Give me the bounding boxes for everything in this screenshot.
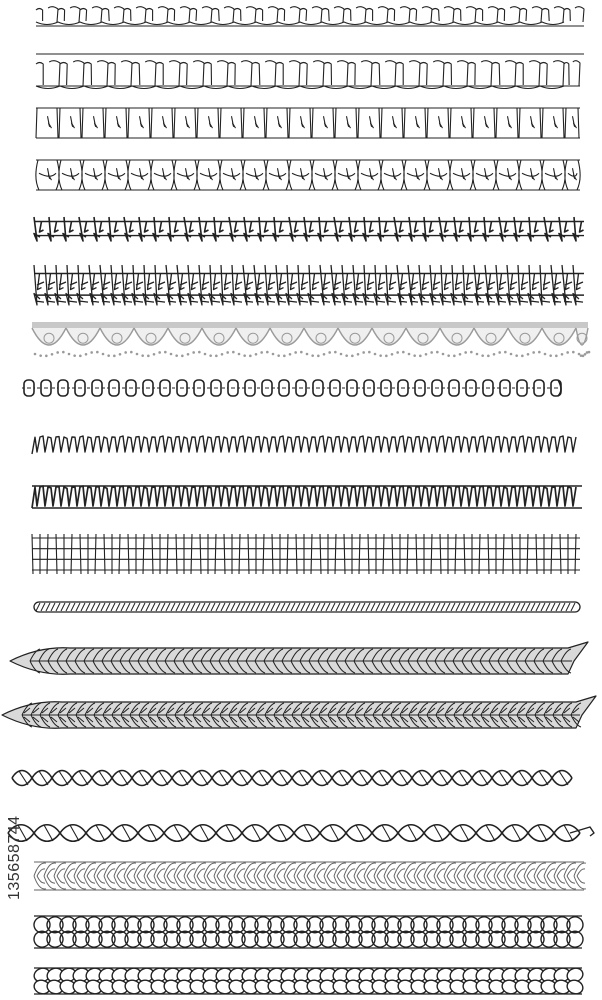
trim-ruffle-rounded-box bbox=[36, 160, 580, 190]
trim-rope-twist-open bbox=[8, 825, 594, 842]
trim-rope-thin bbox=[34, 602, 580, 612]
trim-ruffle-gather bbox=[36, 7, 584, 25]
trim-ruffle-tall bbox=[36, 61, 580, 89]
trim-stitched-loops bbox=[22, 380, 562, 396]
trim-pleat-zigzag bbox=[32, 436, 576, 454]
trim-ruffle-knotted bbox=[34, 217, 584, 241]
trim-ruffle-dense bbox=[34, 265, 584, 305]
trim-lace-scalloped bbox=[32, 322, 590, 357]
trim-braid-wide-feather bbox=[2, 696, 596, 728]
trim-braid-chain-open bbox=[32, 966, 585, 996]
trim-double-rule bbox=[36, 26, 584, 54]
trim-pleat-zigzag-bold bbox=[32, 486, 582, 508]
trim-braid-herringbone bbox=[34, 862, 586, 890]
trim-braid-chain bbox=[32, 915, 585, 950]
trim-grid-mesh bbox=[32, 534, 580, 574]
trim-braid-wide-slant bbox=[10, 642, 588, 674]
stock-id-watermark: 135658744 bbox=[6, 815, 23, 900]
trim-ruffle-pleat-box bbox=[36, 108, 580, 138]
trim-rope-twist bbox=[12, 771, 572, 786]
